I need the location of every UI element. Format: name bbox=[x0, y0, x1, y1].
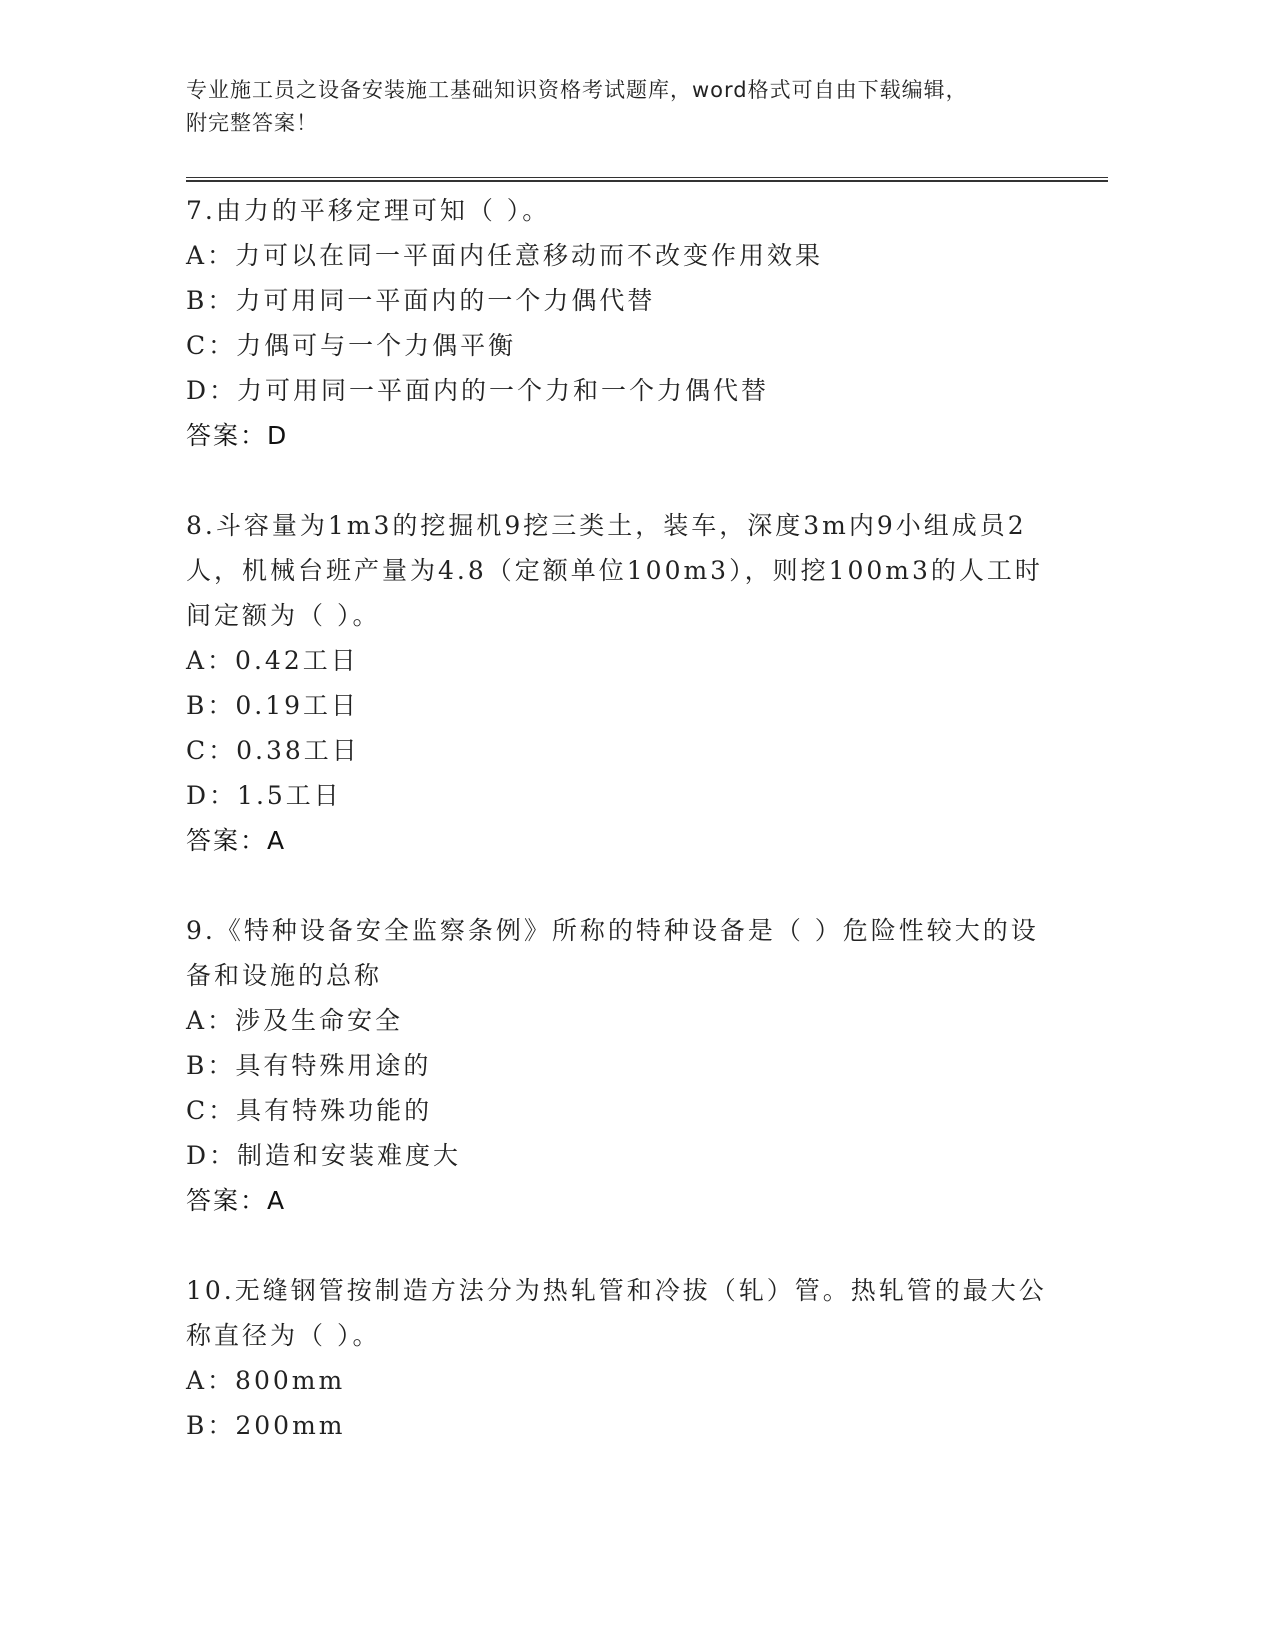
question-stem: 10.无缝钢管按制造方法分为热轧管和冷拔（轧）管。热轧管的最大公称直径为（ ）。 bbox=[186, 1276, 1047, 1350]
option-d: D：力可用同一平面内的一个力和一个力偶代替 bbox=[186, 376, 770, 405]
answer: 答案：D bbox=[186, 421, 289, 450]
option-b: B：200mm bbox=[186, 1411, 346, 1440]
option-d: D：1.5工日 bbox=[186, 781, 342, 810]
option-c: C：力偶可与一个力偶平衡 bbox=[186, 331, 517, 360]
question-stem: 9.《特种设备安全监察条例》所称的特种设备是（ ）危险性较大的设备和设施的总称 bbox=[186, 916, 1039, 990]
answer: 答案：A bbox=[186, 1186, 287, 1215]
option-a: A：0.42工日 bbox=[186, 646, 359, 675]
header-line-2: 附完整答案！ bbox=[186, 111, 318, 135]
option-d: D：制造和安装难度大 bbox=[186, 1141, 462, 1170]
option-a: A：涉及生命安全 bbox=[186, 1006, 404, 1035]
question-stem: 7.由力的平移定理可知（ ）。 bbox=[186, 196, 551, 225]
option-c: C：0.38工日 bbox=[186, 736, 360, 765]
option-a: A：800mm bbox=[186, 1366, 346, 1395]
question-7 bbox=[186, 188, 1066, 458]
option-b: B：力可用同一平面内的一个力偶代替 bbox=[186, 286, 656, 315]
option-a: A：力可以在同一平面内任意移动而不改变作用效果 bbox=[186, 241, 824, 270]
question-9 bbox=[186, 908, 1066, 1223]
question-10 bbox=[186, 1268, 1066, 1448]
header-divider bbox=[186, 177, 1108, 182]
option-b: B：0.19工日 bbox=[186, 691, 360, 720]
question-stem: 8.斗容量为1m3的挖掘机9挖三类土，装车，深度3m内9小组成员2人，机械台班产量为4.8（定额单位100m3），则挖100m3的人工时间定额为（ ）。 bbox=[186, 511, 1043, 630]
answer: 答案：A bbox=[186, 826, 287, 855]
question-list bbox=[186, 188, 1066, 1493]
option-c: C：具有特殊功能的 bbox=[186, 1096, 433, 1125]
question-8 bbox=[186, 503, 1066, 863]
option-b: B：具有特殊用途的 bbox=[186, 1051, 432, 1080]
header-line-1: 专业施工员之设备安装施工基础知识资格考试题库，word格式可自由下载编辑， bbox=[186, 78, 968, 102]
document-header bbox=[186, 74, 1066, 140]
